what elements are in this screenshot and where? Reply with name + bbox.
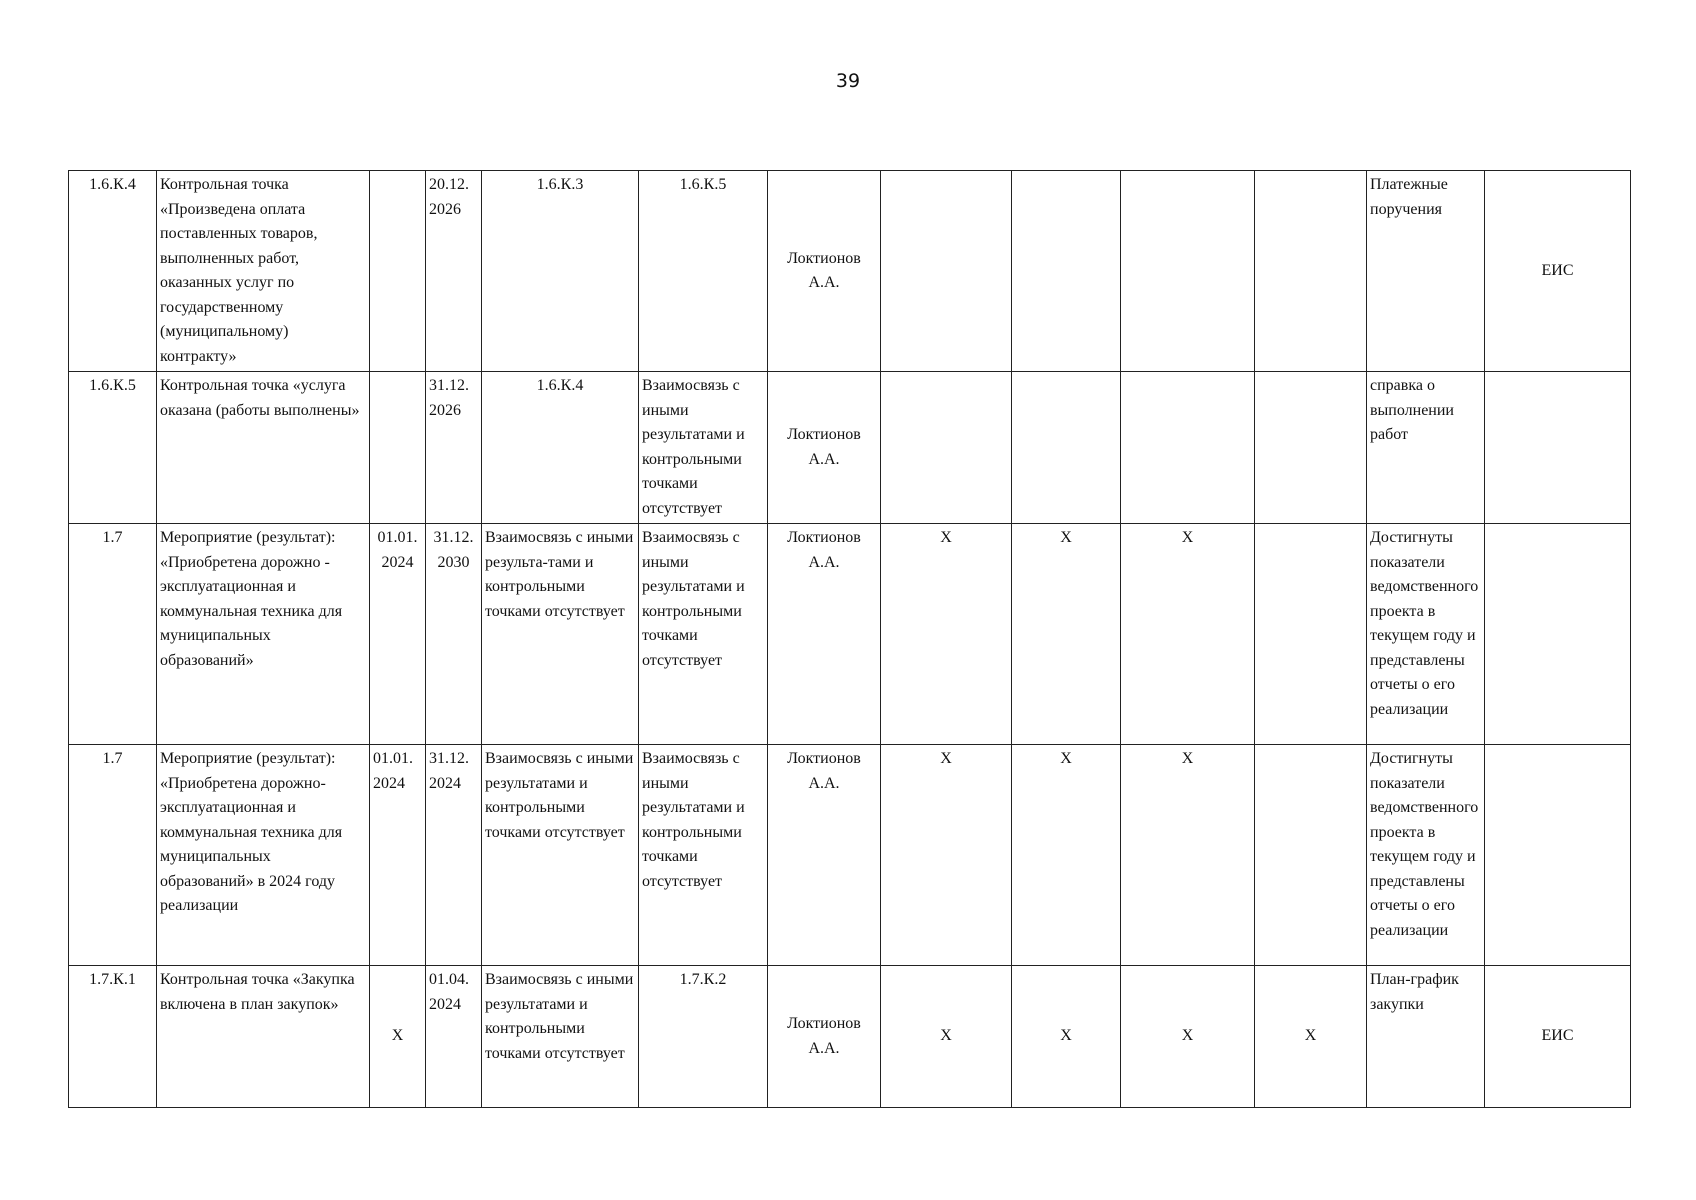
row-end: 01.04. 2024 — [426, 966, 482, 1108]
row-responsible: Локтионов А.А. — [768, 524, 881, 745]
row-col-4 — [1255, 171, 1367, 372]
row-col-4: X — [1255, 966, 1367, 1108]
row-col-3: X — [1121, 966, 1255, 1108]
row-start: 01.01. 2024 — [370, 745, 426, 966]
table-row — [69, 524, 1631, 745]
row-successor: 1.7.К.2 — [639, 966, 768, 1108]
row-successor: Взаимосвязь с иными результатами и контрольными точками отсутствует — [639, 524, 768, 745]
row-col-4 — [1255, 524, 1367, 745]
row-col-2 — [1012, 372, 1121, 524]
row-id: 1.7.К.1 — [69, 966, 157, 1108]
row-col-3 — [1121, 372, 1255, 524]
row-system — [1485, 745, 1631, 966]
row-name: Мероприятие (результат): «Приобретена дорожно-эксплуатационная и коммунальная техника для муниципальных образований» в 2024 году реализации — [157, 745, 370, 966]
row-start: 01.01. 2024 — [370, 524, 426, 745]
page-number: 39 — [835, 70, 861, 92]
table-row — [69, 171, 1631, 372]
row-predecessor: Взаимосвязь с иными результатами и контрольными точками отсутствует — [482, 966, 639, 1108]
row-col-1: X — [881, 745, 1012, 966]
table-row — [69, 745, 1631, 966]
row-id: 1.6.К.4 — [69, 171, 157, 372]
row-system — [1485, 524, 1631, 745]
row-col-4 — [1255, 745, 1367, 966]
row-id: 1.6.К.5 — [69, 372, 157, 524]
plan-table — [68, 170, 1631, 1108]
row-col-2: X — [1012, 745, 1121, 966]
row-end: 20.12. 2026 — [426, 171, 482, 372]
row-successor: Взаимосвязь с иными результатами и контрольными точками отсутствует — [639, 372, 768, 524]
row-col-3: X — [1121, 745, 1255, 966]
row-document: справка о выполнении работ — [1367, 372, 1485, 524]
row-successor: 1.6.К.5 — [639, 171, 768, 372]
row-start: X — [370, 966, 426, 1108]
row-responsible: Локтионов А.А. — [768, 372, 881, 524]
row-responsible: Локтионов А.А. — [768, 171, 881, 372]
row-end: 31.12. 2026 — [426, 372, 482, 524]
row-col-3: X — [1121, 524, 1255, 745]
row-col-1 — [881, 171, 1012, 372]
row-name: Мероприятие (результат): «Приобретена дорожно - эксплуатационная и коммунальная техника для муниципальных образований» — [157, 524, 370, 745]
row-col-4 — [1255, 372, 1367, 524]
table-row — [69, 372, 1631, 524]
row-document: Достигнуты показатели ведомственного проекта в текущем году и представлены отчеты о его реализации — [1367, 524, 1485, 745]
row-system — [1485, 372, 1631, 524]
row-name: Контрольная точка «Закупка включена в план закупок» — [157, 966, 370, 1108]
row-end: 31.12. 2030 — [426, 524, 482, 745]
row-predecessor: Взаимосвязь с иными результа-тами и контрольными точками отсутствует — [482, 524, 639, 745]
row-id: 1.7 — [69, 745, 157, 966]
row-document: План-график закупки — [1367, 966, 1485, 1108]
row-predecessor: 1.6.К.3 — [482, 171, 639, 372]
row-id: 1.7 — [69, 524, 157, 745]
row-col-3 — [1121, 171, 1255, 372]
row-name: Контрольная точка «услуга оказана (работы выполнены» — [157, 372, 370, 524]
row-responsible: Локтионов А.А. — [768, 745, 881, 966]
row-system: ЕИС — [1485, 966, 1631, 1108]
row-successor: Взаимосвязь с иными результатами и контрольными точками отсутствует — [639, 745, 768, 966]
row-col-1: X — [881, 524, 1012, 745]
table-row — [69, 966, 1631, 1108]
row-col-2: X — [1012, 966, 1121, 1108]
row-responsible: Локтионов А.А. — [768, 966, 881, 1108]
row-name: Контрольная точка «Произведена оплата поставленных товаров, выполненных работ, оказанных услуг по государственному (муниципальному) контракту» — [157, 171, 370, 372]
row-predecessor: 1.6.К.4 — [482, 372, 639, 524]
row-document: Достигнуты показатели ведомственного проекта в текущем году и представлены отчеты о его реализации — [1367, 745, 1485, 966]
row-col-1 — [881, 372, 1012, 524]
row-document: Платежные поручения — [1367, 171, 1485, 372]
row-col-2: X — [1012, 524, 1121, 745]
row-col-1: X — [881, 966, 1012, 1108]
row-predecessor: Взаимосвязь с иными результатами и контрольными точками отсутствует — [482, 745, 639, 966]
row-col-2 — [1012, 171, 1121, 372]
row-system: ЕИС — [1485, 171, 1631, 372]
row-end: 31.12. 2024 — [426, 745, 482, 966]
row-start — [370, 171, 426, 372]
row-start — [370, 372, 426, 524]
